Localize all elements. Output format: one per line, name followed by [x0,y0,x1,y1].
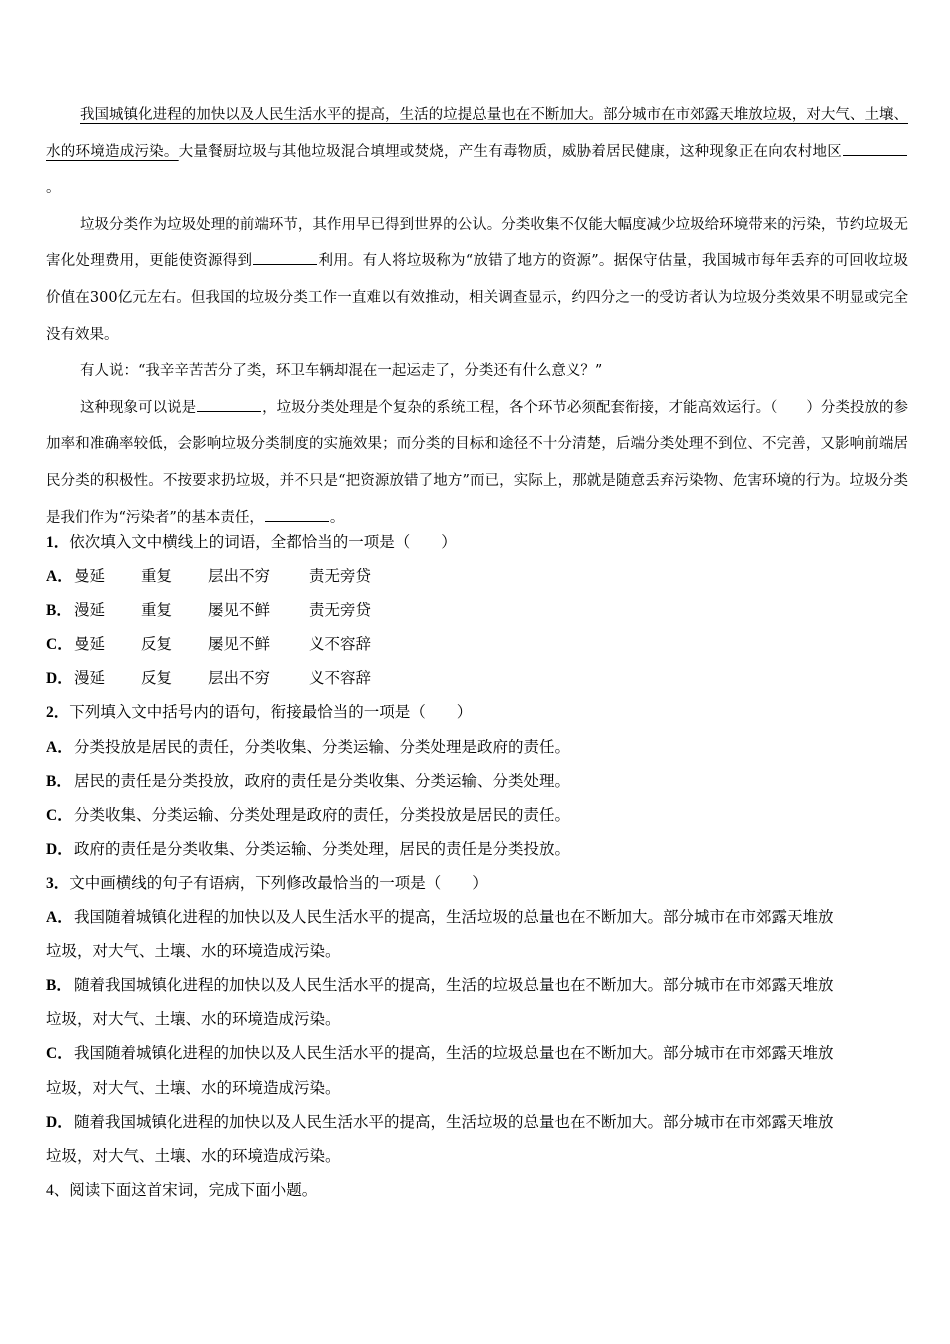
reading-passage [46,97,908,536]
question-3-option-b: B． 随着我国城镇化进程的加快以及人民生活水平的提高，生活的垃圾总量也在不断加大。部分城市在市郊露天堆放 [46,977,834,995]
fill-blank-4 [265,507,329,522]
question-2-stem: 2．下列填入文中括号内的语句，衔接最恰当的一项是（ ） [46,704,473,722]
question-1-option-a: A．曼延 重复 层出不穷 责无旁贷 [46,568,372,586]
question-2-option-d: D．政府的责任是分类收集、分类运输、分类处理，居民的责任是分类投放。 [46,840,571,858]
question-3-option-d: D．随着我国城镇化进程的加快以及人民生活水平的提高，生活垃圾的总量也在不断加大。部分城市在市郊露天堆放 [46,1113,834,1131]
fill-blank-2 [253,250,317,265]
underlined-sentence: 我国城镇化进程的加快以及人民生活水平的提高，生活的垃提总量也在不断加大。部分城市在市郊露天堆放垃圾，对大气、土壤、水的环境造成污染。 [46,107,908,160]
question-3-option-a-cont: 垃圾，对大气、土壤、水的环境造成污染。 [46,943,341,961]
question-3-stem: 3．文中画横线的句子有语病，下列修改最恰当的一项是（ ） [46,874,488,892]
passage-paragraph-1: 我国城镇化进程的加快以及人民生活水平的提高，生活的垃提总量也在不断加大。部分城市在市郊露天堆放垃圾，对大气、土壤、水的环境造成污染。大量餐厨垃圾与其他垃圾混合填埋或焚烧，产生有毒物质，威胁着居民健康，这种现象正在向农村地区。 [46,107,908,197]
passage-paragraph-4: 这种现象可以说是 ，垃圾分类处理是个复杂的系统工程，各个环节必须配套衔接，才能高效运行。（ ）分类投放的参加率和准确率较低，会影响垃圾分类制度的实施效果；而分类的目标和途径不十分清楚，后端分类处理不到位、不完善，又影响前端居民分类的积极性。不按要求扔垃圾，并不只是“把资源放错了地方”而已，实际上，那就是随意丢弃污染物、危害环境的行为。垃圾分类是我们作为“污染者”的基本责任， 。 [46,390,908,536]
question-2-option-a: A．分类投放是居民的责任，分类收集、分类运输、分类处理是政府的责任。 [46,738,571,756]
question-3-option-d-cont: 垃圾，对大气、土壤、水的环境造成污染。 [46,1147,341,1165]
question-3-option-c-cont: 垃圾，对大气、土壤、水的环境造成污染。 [46,1079,341,1097]
question-2-option-b: B． 居民的责任是分类投放，政府的责任是分类收集、分类运输、分类处理。 [46,772,571,790]
question-3-option-c: C．我国随着城镇化进程的加快以及人民生活水平的提高，生活的垃圾总量也在不断加大。部分城市在市郊露天堆放 [46,1045,834,1063]
question-3-option-b-cont: 垃圾，对大气、土壤、水的环境造成污染。 [46,1011,341,1029]
question-list [46,526,908,1208]
question-1-option-b: B． 漫延 重复 屡见不鲜 责无旁贷 [46,602,372,620]
question-4-stem: 4、阅读下面这首宋词，完成下面小题。 [46,1181,318,1199]
question-2-option-c: C．分类收集、分类运输、分类处理是政府的责任，分类投放是居民的责任。 [46,806,571,824]
passage-paragraph-3: 有人说：“我辛辛苦苦分了类，环卫车辆却混在一起运走了，分类还有什么意义？” [80,363,603,380]
fill-blank-1 [843,141,907,156]
fill-blank-3 [197,397,261,412]
question-1-option-c: C．曼延 反复 屡见不鲜 义不容辞 [46,636,372,654]
question-3-option-a: A．我国随着城镇化进程的加快以及人民生活水平的提高，生活垃圾的总量也在不断加大。部分城市在市郊露天堆放 [46,909,834,927]
question-1-option-d: D．漫延 反复 层出不穷 义不容辞 [46,670,372,688]
passage-paragraph-2: 垃圾分类作为垃圾处理的前端环节，其作用早已得到世界的公认。分类收集不仅能大幅度减少垃圾给环境带来的污染，节约垃圾无害化处理费用，更能使资源得到 利用。有人将垃圾称为“放错了地方的资源”。据保守估量，我国城市每年丢弃的可回收垃圾价值在300亿元左右。但我国的垃圾分类工作一直难以有效推动，相关调查显示，约四分之一的受访者认为垃圾分类效果不明显或完全没有效果。 [46,216,909,343]
question-1-stem: 1．依次填入文中横线上的词语，全都恰当的一项是（ ） [46,534,457,551]
